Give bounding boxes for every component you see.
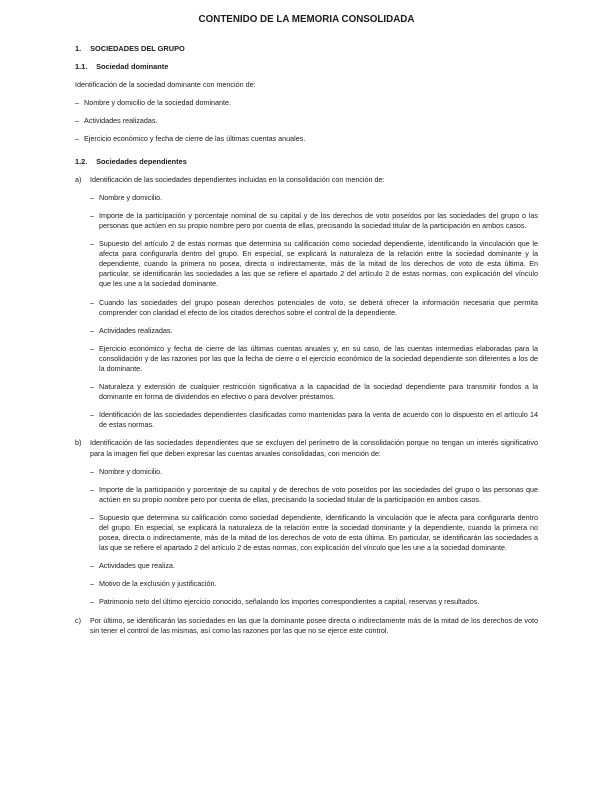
list-item: – Actividades realizadas. <box>75 116 538 126</box>
list-item: – Cuando las sociedades del grupo posean derechos potenciales de voto, se deberá ofrecer la información necesaria que permita comprender con claridad el efecto de los citados derechos sobre el control de la dependiente. <box>90 298 538 318</box>
sublist <box>75 467 538 608</box>
list-item: – Motivo de la exclusión y justificación. <box>90 579 538 589</box>
paragraph: Identificación de la sociedad dominante con mención de: <box>75 80 256 90</box>
item-text: Identificación de las sociedades dependientes que se excluyen del perímetro de la consolidación porque no tengan un interés significativo para la imagen fiel que deben expresar las cuentas anuales consolidadas, con mención de: <box>90 438 538 458</box>
list-item: – Nombre y domicilio de la sociedad dominante. <box>75 98 538 108</box>
document-title: CONTENIDO DE LA MEMORIA CONSOLIDADA <box>198 14 415 25</box>
subsection-number: 1.1. <box>75 62 88 72</box>
item-text: Por último, se identificarán las sociedades en las que la dominante posee directa o indirectamente más de la mitad de los derechos de voto sin tener el control de las mismas, así como las razones por las que no se ejerce este control. <box>90 615 538 635</box>
list-item: – Ejercicio económico y fecha de cierre de las últimas cuentas anuales. <box>75 134 538 144</box>
list-item: – Nombre y domicilio. <box>90 467 538 477</box>
list-item: – Actividades que realiza. <box>90 561 538 571</box>
list-item: – Identificación de las sociedades dependientes clasificadas como mantenidas para la venta de acuerdo con lo dispuesto en el artículo 14 de estas normas. <box>90 410 538 430</box>
subsection-title: Sociedades dependientes <box>96 156 187 166</box>
item-letter: b) <box>75 438 82 448</box>
list-item: – Supuesto que determina su calificación como sociedad dependiente, identificando la vinculación que le afecta para configurarla dentro del grupo. En especial, se explicará la naturaleza de la relación entre la sociedad dominante y la dependiente, cuando la primera no posea, directa o indirectamente, más de la mitad de los derechos de voto de esta última. En particular, se identificarán las sociedades a las que se refiere el apartado 2 del artículo 2 de estas normas, con explicación del vínculo que les une a la sociedad dominante. <box>90 513 538 553</box>
list-item: – Naturaleza y extensión de cualquier restricción significativa a la capacidad de la sociedad dependiente para transmitir fondos a la dominante en forma de dividendos en efectivo o para devolver préstamos. <box>90 382 538 402</box>
item-letter: a) <box>75 174 82 184</box>
list-item: – Supuesto del artículo 2 de estas normas que determina su calificación como sociedad dependiente, identificando la vinculación que le afecta para configurarla dentro del grupo. En especial, se explicará la naturaleza de la relación entre la sociedad dominante y la dependiente, cuando la primera no posea, directa o indirectamente, más de la mitad de los derechos de voto de esta última. En particular, se identificarán las sociedades a las que se refiere el apartado 2 del artículo 2 de estas normas, con explicación del vínculo que les une a la sociedad dominante. <box>90 239 538 289</box>
list-item: – Importe de la participación y porcentaje nominal de su capital y de los derechos de voto poseídos por las sociedades del grupo o las personas que actúen en su propio nombre pero por cuenta de ellas, precisando la sociedad titular de la participación en ambos casos. <box>90 211 538 231</box>
lettered-item <box>75 616 538 636</box>
item-letter: c) <box>75 615 81 625</box>
section-number: 1. <box>75 44 82 53</box>
sublist <box>75 193 538 431</box>
list-item: – Ejercicio económico y fecha de cierre de las últimas cuentas anuales y, en su caso, de las cuentas intermedias elaboradas para la consolidación y de las razones por las que la fecha de cierre o el ejercicio económico de la sociedad dependiente son diferentes a los de la dominante. <box>90 344 538 374</box>
section-heading <box>75 44 538 54</box>
subsection-number: 1.2. <box>75 156 88 166</box>
list-item: – Actividades realizadas. <box>90 326 538 336</box>
item-text: Identificación de las sociedades dependientes incluidas en la consolidación con mención de: <box>90 174 385 184</box>
list-item: – Importe de la participación y porcentaje de su capital y de derechos de voto poseídos por las sociedades del grupo o las personas que actúen en su propio nombre pero por cuenta de ellas, precisando la sociedad titular de la participación en ambos casos. <box>90 485 538 505</box>
lettered-item <box>75 175 538 185</box>
subsection-title: Sociedad dominante <box>96 62 169 72</box>
section-title: SOCIEDADES DEL GRUPO <box>90 44 185 53</box>
list-item: – Nombre y domicilio. <box>90 193 538 203</box>
subsection-heading <box>75 157 538 167</box>
list-item: – Patrimonio neto del último ejercicio conocido, señalando los importes correspondientes a capital, reservas y resultados. <box>90 597 538 607</box>
subsection-heading <box>75 62 538 72</box>
lettered-item <box>75 438 538 458</box>
